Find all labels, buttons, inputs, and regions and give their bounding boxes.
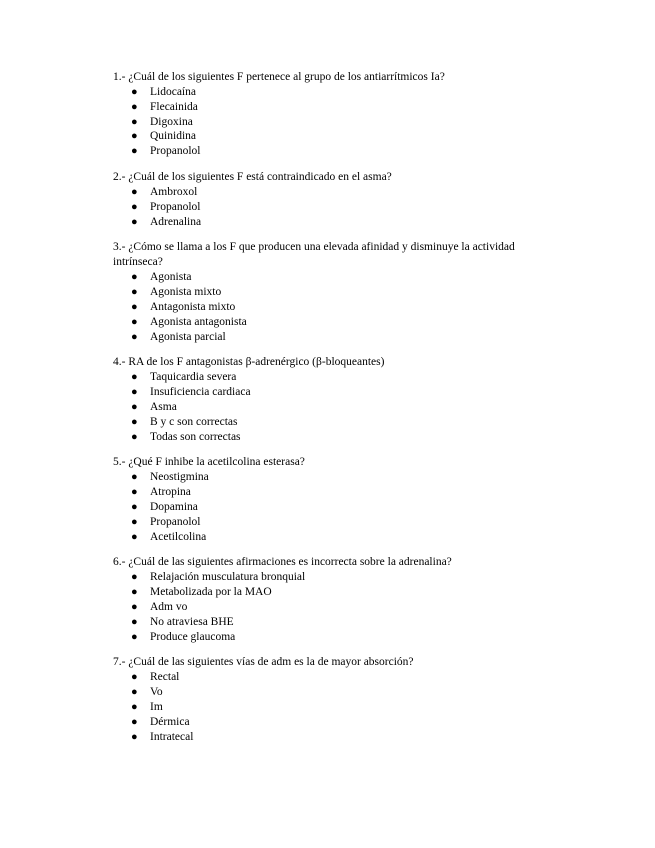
list-item (113, 470, 543, 485)
quiz-list (113, 70, 543, 755)
option-list (113, 570, 543, 644)
option-list (113, 470, 543, 544)
question-4 (113, 355, 543, 444)
question-text: 7.- ¿Cuál de las siguientes vías de adm es la de mayor absorción? (113, 656, 414, 669)
bullet-icon: ● (131, 271, 138, 284)
option-text: Atropina (150, 486, 191, 499)
list-item (113, 600, 543, 615)
option-text: Agonista parcial (150, 330, 226, 343)
question-text: 1.- ¿Cuál de los siguientes F pertenece al grupo de los antiarrítmicos Ia? (113, 71, 445, 83)
option-text: Quinidina (150, 130, 196, 143)
bullet-icon: ● (131, 115, 138, 128)
bullet-icon: ● (131, 300, 138, 313)
list-item (113, 270, 543, 285)
list-item (113, 730, 543, 745)
bullet-icon: ● (131, 515, 138, 528)
bullet-icon: ● (131, 286, 138, 299)
list-item (113, 185, 543, 200)
option-text: Vo (150, 686, 163, 699)
option-text: Agonista (150, 271, 192, 284)
question-text: 2.- ¿Cuál de los siguientes F está contraindicado en el asma? (113, 170, 392, 183)
option-text: Todas son correctas (150, 430, 241, 443)
list-item (113, 385, 543, 400)
bullet-icon: ● (131, 200, 138, 213)
bullet-icon: ● (131, 571, 138, 584)
bullet-icon: ● (131, 100, 138, 113)
bullet-icon: ● (131, 145, 138, 158)
list-item (113, 415, 543, 430)
option-text: Taquicardia severa (150, 371, 237, 384)
option-text: Lidocaína (150, 86, 196, 98)
option-text: Digoxina (150, 115, 193, 128)
question-2 (113, 170, 543, 229)
bullet-icon: ● (131, 386, 138, 399)
option-text: Dopamina (150, 500, 198, 513)
bullet-icon: ● (131, 371, 138, 384)
bullet-icon: ● (131, 415, 138, 428)
list-item (113, 630, 543, 645)
bullet-icon: ● (131, 315, 138, 328)
option-list (113, 270, 543, 344)
option-text: Agonista antagonista (150, 315, 247, 328)
bullet-icon: ● (131, 630, 138, 643)
option-text: Insuficiencia cardiaca (150, 386, 251, 399)
question-3 (113, 240, 543, 344)
list-item (113, 200, 543, 215)
option-text: Acetilcolina (150, 530, 207, 543)
question-7 (113, 655, 543, 744)
question-text: 4.- RA de los F antagonistas β-adrenérgico (β-bloqueantes) (113, 356, 385, 369)
list-item (113, 85, 543, 100)
option-text: Dérmica (150, 715, 190, 728)
option-text: Adm vo (150, 600, 188, 613)
option-text: Flecainida (150, 100, 198, 113)
list-item (113, 315, 543, 330)
list-item (113, 215, 543, 230)
bullet-icon: ● (131, 130, 138, 143)
question-text: 5.- ¿Qué F inhibe la acetilcolina esterasa? (113, 456, 305, 469)
list-item (113, 129, 543, 144)
bullet-icon: ● (131, 586, 138, 599)
list-item (113, 370, 543, 385)
option-text: Ambroxol (150, 185, 198, 198)
bullet-icon: ● (131, 185, 138, 198)
bullet-icon: ● (131, 500, 138, 513)
list-item (113, 500, 543, 515)
list-item (113, 670, 543, 685)
list-item (113, 115, 543, 130)
bullet-icon: ● (131, 715, 138, 728)
question-6 (113, 555, 543, 644)
bullet-icon: ● (131, 730, 138, 743)
option-text: Antagonista mixto (150, 300, 236, 313)
list-item (113, 570, 543, 585)
list-item (113, 100, 543, 115)
option-text: Asma (150, 400, 177, 413)
option-text: Agonista mixto (150, 286, 222, 299)
bullet-icon: ● (131, 615, 138, 628)
list-item (113, 400, 543, 415)
bullet-icon: ● (131, 471, 138, 484)
bullet-icon: ● (131, 671, 138, 684)
bullet-icon: ● (131, 86, 138, 98)
bullet-icon: ● (131, 215, 138, 228)
question-5 (113, 455, 543, 544)
option-text: Metabolizada por la MAO (150, 586, 272, 599)
bullet-icon: ● (131, 486, 138, 499)
question-1 (113, 70, 543, 159)
list-item (113, 330, 543, 345)
option-text: Im (150, 700, 163, 713)
list-item (113, 715, 543, 730)
list-item (113, 685, 543, 700)
bullet-icon: ● (131, 400, 138, 413)
list-item (113, 700, 543, 715)
list-item (113, 285, 543, 300)
question-text: 6.- ¿Cuál de las siguientes afirmaciones es incorrecta sobre la adrenalina? (113, 556, 452, 569)
option-text: B y c son correctas (150, 415, 238, 428)
option-text: Rectal (150, 671, 180, 684)
list-item (113, 615, 543, 630)
option-text: Propanolol (150, 515, 201, 528)
question-text: 3.- ¿Cómo se llama a los F que producen una elevada afinidad y disminuye la actividad intrínseca? (113, 241, 515, 269)
option-list (113, 370, 543, 444)
option-list (113, 185, 543, 229)
list-item (113, 515, 543, 530)
option-text: Relajación musculatura bronquial (150, 571, 306, 584)
option-text: Intratecal (150, 730, 194, 743)
bullet-icon: ● (131, 700, 138, 713)
list-item (113, 430, 543, 445)
option-list (113, 85, 543, 159)
option-text: Propanolol (150, 145, 201, 158)
list-item (113, 300, 543, 315)
option-list (113, 670, 543, 744)
list-item (113, 530, 543, 545)
option-text: Neostigmina (150, 471, 209, 484)
bullet-icon: ● (131, 530, 138, 543)
bullet-icon: ● (131, 600, 138, 613)
bullet-icon: ● (131, 430, 138, 443)
bullet-icon: ● (131, 686, 138, 699)
list-item (113, 144, 543, 159)
list-item (113, 485, 543, 500)
option-text: Propanolol (150, 200, 201, 213)
list-item (113, 585, 543, 600)
option-text: Produce glaucoma (150, 630, 236, 643)
option-text: Adrenalina (150, 215, 202, 228)
option-text: No atraviesa BHE (150, 615, 234, 628)
bullet-icon: ● (131, 330, 138, 343)
